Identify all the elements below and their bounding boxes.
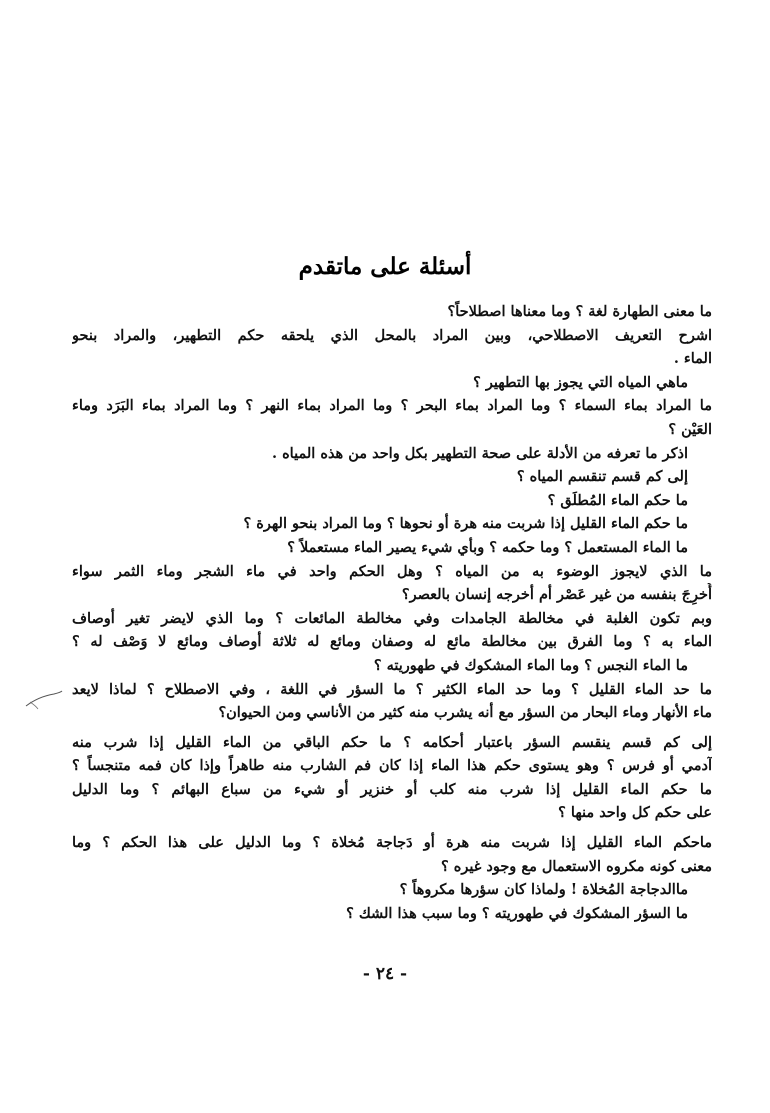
question-line: اذكر ما تعرفه من الأدلة على صحة التطهير بكل واحد من هذه المياه . <box>271 444 688 462</box>
question-line: ما الماء النجس ؟ وما الماء المشكوك في طهوريته ؟ <box>373 656 688 674</box>
question-line: اشرح التعريف الاصطلاحي، وبين المراد بالمحل الذي يلحقه حكم التطهير، والمراد بنحو <box>72 326 712 344</box>
question-line: ما المراد بماء السماء ؟ وما المراد بماء البحر ؟ وما المراد بماء النهر ؟ وما المراد بماء البَرَد وماء <box>72 397 712 415</box>
question-line: ما السؤر المشكوك في طهوريته ؟ وما سبب هذا الشك ؟ <box>346 904 688 922</box>
question-line: ماء الأنهار وماء البحار من السؤر مع أنه يشرب منه كثير من الأناسي ومن الحيوان؟ <box>218 704 712 722</box>
question-line: آدمي أو فرس ؟ وهو يستوى حكم هذا الماء إذا كان فم الشارب منه طاهراً وإذا كان فمه متنجساً ؟ <box>72 757 712 775</box>
question-line: إلى كم قسم تنقسم المياه ؟ <box>516 468 688 486</box>
margin-scribble-mark <box>24 688 64 712</box>
question-line: ما الذي لايجوز الوضوء به من المياه ؟ وهل الحكم واحد في ماء الشجر وماء الثمر سواء <box>72 562 712 580</box>
question-line: ماحكم الماء القليل إذا شربت منه هرة أو دَجاجة مُخلاة ؟ وما الدليل على هذا الحكم ؟ وما <box>72 834 712 852</box>
question-line: معنى كونه مكروه الاستعمال مع وجود غيره ؟ <box>441 857 712 875</box>
question-line: إلى كم قسم ينقسم السؤر باعتبار أحكامه ؟ ما حكم الباقي من الماء القليل إذا شرب منه <box>72 733 712 751</box>
question-line: ما معنى الطهارة لغة ؟ وما معناها اصطلاحاً؟ <box>447 303 712 320</box>
question-line: ما حكم الماء القليل إذا شربت منه هرة أو نحوها ؟ وما المراد بنحو الهرة ؟ <box>243 515 688 533</box>
questions-list <box>72 300 712 925</box>
question-line: ماالدجاجة المُخلاة ! ولماذا كان سؤرها مكروهاً ؟ <box>399 881 688 899</box>
question-line: ماهي المياه التي يجوز بها التطهير ؟ <box>473 373 688 391</box>
question-line: الماء . <box>673 350 712 368</box>
page-title: أسئلة على ماتقدم <box>298 253 472 280</box>
question-line: أُخرِجَ بنفسه من غير عَصْر أم أخرجه إنسان بالعصر؟ <box>401 586 712 604</box>
question-line: الماء به ؟ وما الفرق بين مخالطة مائع له وصفان ومائع له ثلاثة أوصاف ومائع لا وَصْف له ؟ <box>72 633 712 651</box>
question-line: ما حكم الماء المُطلَق ؟ <box>547 491 688 509</box>
question-line: العَيْن ؟ <box>668 420 712 438</box>
question-line: على حكم كل واحد منها ؟ <box>558 804 712 822</box>
question-line: ما الماء المستعمل ؟ وما حكمه ؟ وبأي شيء يصير الماء مستعملاً ؟ <box>287 538 688 556</box>
question-line: ما حكم الماء القليل إذا شرب منه كلب أو خنزير أو شيء من سباع البهائم ؟ وما الدليل <box>72 780 712 798</box>
question-line: ما حد الماء القليل ؟ وما حد الماء الكثير ؟ ما السؤر في اللغة ، وفي الاصطلاح ؟ لماذا لايعد <box>72 680 712 698</box>
page-number: - ٢٤ - <box>362 964 408 984</box>
question-line: وبم تكون الغلبة في مخالطة الجامدات وفي مخالطة المائعات ؟ وما الذي لايضر تغير أوصاف <box>72 609 712 627</box>
